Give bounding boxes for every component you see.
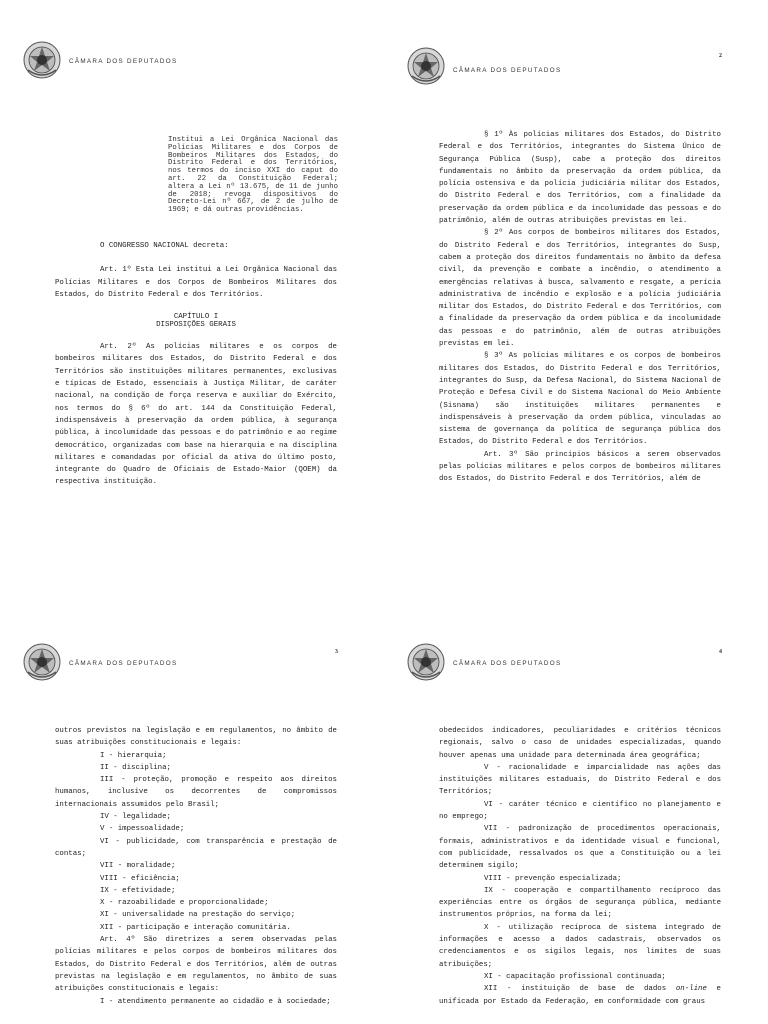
page-number: 3 [335,649,338,655]
org-name: CÂMARA DOS DEPUTADOS [453,660,562,667]
list-item: VII - moralidade; [100,862,176,871]
list-item-text: e unificada por Estado da Federação, em conformidade com graus [439,985,721,1006]
chapter-heading: CAPÍTULO I [173,313,219,322]
paragraph-1: § 1º Às polícias militares dos Estados, do Distrito Federal e dos Territórios, integrantes do Sistema Único de Segurança Pública (Susp), cabe a proteção dos direitos fundamentais no âmbito da preservação da ordem pública, da polícia ostensiva e da polícia judiciária militar dos Estados, do Distrito Federal e dos Territórios, com a finalidade da preservação da ordem pública e da incolumidade das pessoas e do patrimônio, além de outras atribuições previstas em lei. [439,131,721,226]
coat-of-arms-icon [22,642,62,682]
decreta-text: O CONGRESSO NACIONAL decreta: [100,242,229,250]
article-2: Art. 2º As polícias militares e os corpos de bombeiros militares dos Estados, do Distrito Federal e dos Territórios são instituições militares permanentes, exclusivas e típicas de Estado, essenciais à Justiça Militar, de caráter nacional, na condição de força reserva e auxiliar do Exército, nos termos do § 6º do art. 144 da Constituição Federal, indispensáveis à preservação da ordem pública, à segurança pública, à incolumidade das pessoas e do patrimônio e ao regime democrático, organizadas com base na hierarquia e na disciplina militares e comandadas por oficial da ativa do último posto, integrante do Quadro de Oficiais de Estado-Maior (QOEM) da respectiva instituição. [55,343,337,487]
list-item: X - razoabilidade e proporcionalidade; [100,899,269,908]
list-item: VII - padronização de procedimentos operacionais, formais, administrativos e da identidade visual e funcional, com publicidade, ressalvados os que a Constituição ou a lei determinem sigilo; [439,825,721,871]
list-item: V - racionalidade e imparcialidade nas ações das instituições militares estaduais, do Distrito Federal e dos Territórios; [439,763,721,797]
list-item: XI - capacitação profissional continuada; [484,972,666,981]
list-item [439,983,721,1008]
page-3 [0,512,384,1024]
lead-text: outros previstos na legislação e em regulamentos, no âmbito de suas atribuições constitucionais e legais: [55,727,337,748]
article-4: Art. 4º São diretrizes a serem observadas pelas polícias militares e pelos corpos de bombeiros militares dos Estados, do Distrito Federal e dos Territórios, além de outras previstas na legislação e em regulamentos, no âmbito de suas atribuições constitucionais e legais: [55,936,337,994]
paragraph-3: § 3º As polícias militares e os corpos de bombeiros militares dos Estados, do Distrito Federal e dos Territórios, integrantes do Susp, da Defesa Nacional, do Sistema Nacional de Proteção e Defesa Civil e do Sistema Nacional do Meio Ambiente (Sisnama) são instituições militares permanentes e indispensáveis à preservação da ordem pública, vinculadas ao sistema de governança da política de segurança pública dos Estados, do Distrito Federal e dos Territórios. [439,352,721,447]
list-item: XI - universalidade na prestação do serviço; [100,911,296,920]
page-4 [384,512,768,1024]
page-2 [384,0,768,512]
lead-text: obedecidos indicadores, peculiaridades e critérios técnicos regionais, salvo o caso de unidades especializadas, quando houver apenas uma unidade para determinada área geográfica; [439,727,721,760]
list-item: XII - participação e interação comunitária. [100,923,291,932]
page-2-body [439,129,721,486]
article-1: Art. 1º Esta Lei institui a Lei Orgânica Nacional das Polícias Militares e dos Corpos de Bombeiros Militares dos Estados, do Distrito Federal e dos Territórios. [55,266,337,299]
list-item: III - proteção, promoção e respeito aos direitos humanos, inclusive os decorrentes de compromissos internacionais assumidos pelo Brasil; [55,776,337,809]
paragraph-2: § 2º Aos corpos de bombeiros militares dos Estados, do Distrito Federal e dos Territórios, integrantes do Susp, cabem a proteção dos direitos fundamentais no âmbito da defesa civil, da prevenção e combate a incêndio, o atendimento a emergências relativas à busca, salvamento e resgate, a perícia administrativa de incêndio e explosão e a polícia judiciária militar dos Estados, do Distrito Federal e dos Territórios, com a finalidade da preservação da ordem pública e da incolumidade das pessoas e do patrimônio, além de outras atribuições previstas em lei. [439,229,721,349]
org-name: CÂMARA DOS DEPUTADOS [69,58,178,65]
chapter-title: DISPOSIÇÕES GERAIS [156,321,236,330]
list-item: IV - legalidade; [100,813,171,822]
coat-of-arms-icon [22,40,62,80]
list-item: VIII - prevenção especializada; [484,874,622,883]
list-item: V - impessoalidade; [100,825,185,834]
list-item-emphasis: on-line [675,985,707,994]
org-name: CÂMARA DOS DEPUTADOS [69,660,178,667]
list-item: I - hierarquia; [100,751,167,760]
list-item: I - atendimento permanente ao cidadão e à sociedade; [100,997,331,1006]
list-item: VI - publicidade, com transparência e prestação de contas; [55,837,337,858]
page-1-body [55,240,337,489]
page-3-body [55,725,337,1008]
list-item-text: XII - instituição de base de dados [484,985,676,994]
org-name: CÂMARA DOS DEPUTADOS [453,67,562,74]
list-item: VIII - eficiência; [100,874,180,883]
list-item: X - utilização recíproca de sistema integrado de informações e acesso a dados cadastrais, observados os credenciamentos e os sigilos legais, nos limites de suas atribuições; [439,923,721,969]
list-item: II - disciplina; [100,763,171,772]
coat-of-arms-icon [406,46,446,86]
list-item: IX - efetividade; [100,886,176,895]
article-3: Art. 3º São princípios básicos a serem observados pelas polícias militares e pelos corpos de bombeiros militares dos Estados, do Distrito Federal e dos Territórios, além de [439,450,721,484]
list-item: IX - cooperação e compartilhamento recíproco das experiências entre os órgãos de segurança pública, mediante instrumentos próprios, na forma da lei; [439,886,721,920]
ementa: Institui a Lei Orgânica Nacional das Polícias Militares e dos Corpos de Bombeiros Militares dos Estados, do Distrito Federal e dos Territórios, nos termos do inciso XXI do caput do art. 22 da Constituição Federal; altera a Lei nº 13.675, de 11 de junho de 2018; revoga dispositivos do Decreto-Lei nº 667, de 2 de julho de 1969; e dá outras providências. [168,136,338,215]
list-item: VI - caráter técnico e científico no planejamento e no emprego; [439,800,721,822]
page-4-body [439,725,721,1008]
page-number: 2 [719,53,722,59]
page-1 [0,0,384,512]
page-number: 4 [719,649,722,655]
coat-of-arms-icon [406,642,446,682]
